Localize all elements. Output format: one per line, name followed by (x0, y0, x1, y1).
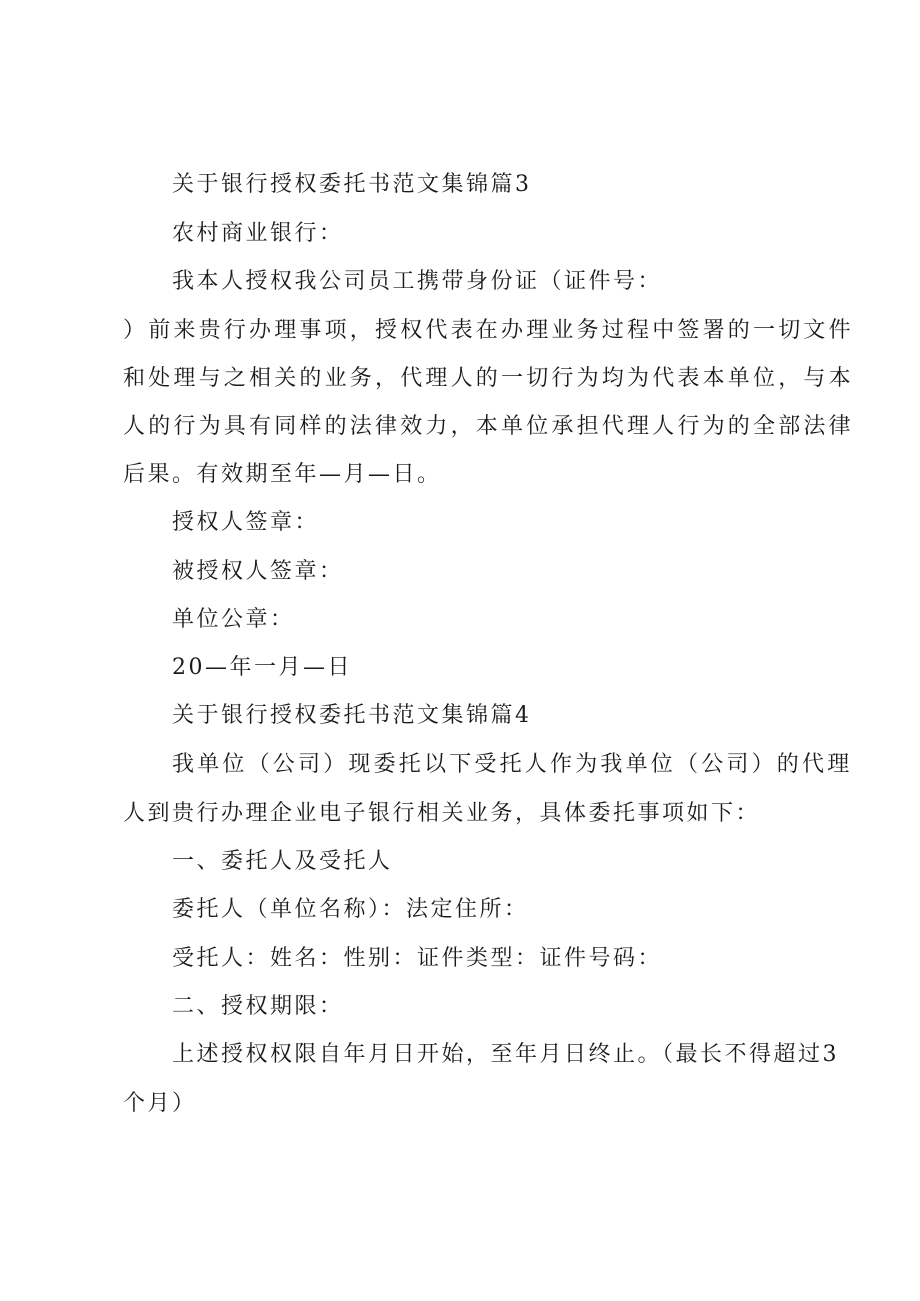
paragraph-line: 人到贵行办理企业电子银行相关业务，具体委托事项如下： (123, 801, 761, 826)
paragraph-line: 我单位（公司）现委托以下受托人作为我单位（公司）的代理 (172, 752, 853, 777)
field-line-agent: 受托人：姓名：性别：证件类型：证件号码： (172, 946, 663, 971)
signature-line-grantee: 被授权人签章： (172, 559, 344, 584)
paragraph-line: 我本人授权我公司员工携带身份证（证件号： (172, 269, 663, 294)
section-heading-4: 关于银行授权委托书范文集锦篇4 (172, 703, 532, 728)
subsection-heading: 二、授权期限： (172, 994, 344, 1019)
addressee-line: 农村商业银行： (172, 221, 344, 246)
date-line: 20—年一月—日 (172, 655, 352, 680)
paragraph-line: 个月） (123, 1091, 197, 1116)
subsection-heading: 一、委托人及受托人 (172, 849, 393, 874)
paragraph-line: ）前来贵行办理事项，授权代表在办理业务过程中签署的一切文件 (123, 318, 854, 343)
section-heading-3: 关于银行授权委托书范文集锦篇3 (172, 172, 532, 197)
field-line-principal: 委托人（单位名称）：法定住所： (172, 897, 529, 922)
paragraph-line: 和处理与之相关的业务，代理人的一切行为均为代表本单位，与本 (123, 366, 854, 391)
paragraph-line: 上述授权权限自年月日开始，至年月日终止。（最长不得超过3 (172, 1042, 839, 1067)
signature-line-grantor: 授权人签章： (172, 510, 320, 535)
company-seal-line: 单位公章： (172, 607, 295, 632)
paragraph-line: 人的行为具有同样的法律效力，本单位承担代理人行为的全部法律 (123, 414, 854, 439)
paragraph-line: 后果。有效期至年—月—日。 (123, 462, 442, 487)
